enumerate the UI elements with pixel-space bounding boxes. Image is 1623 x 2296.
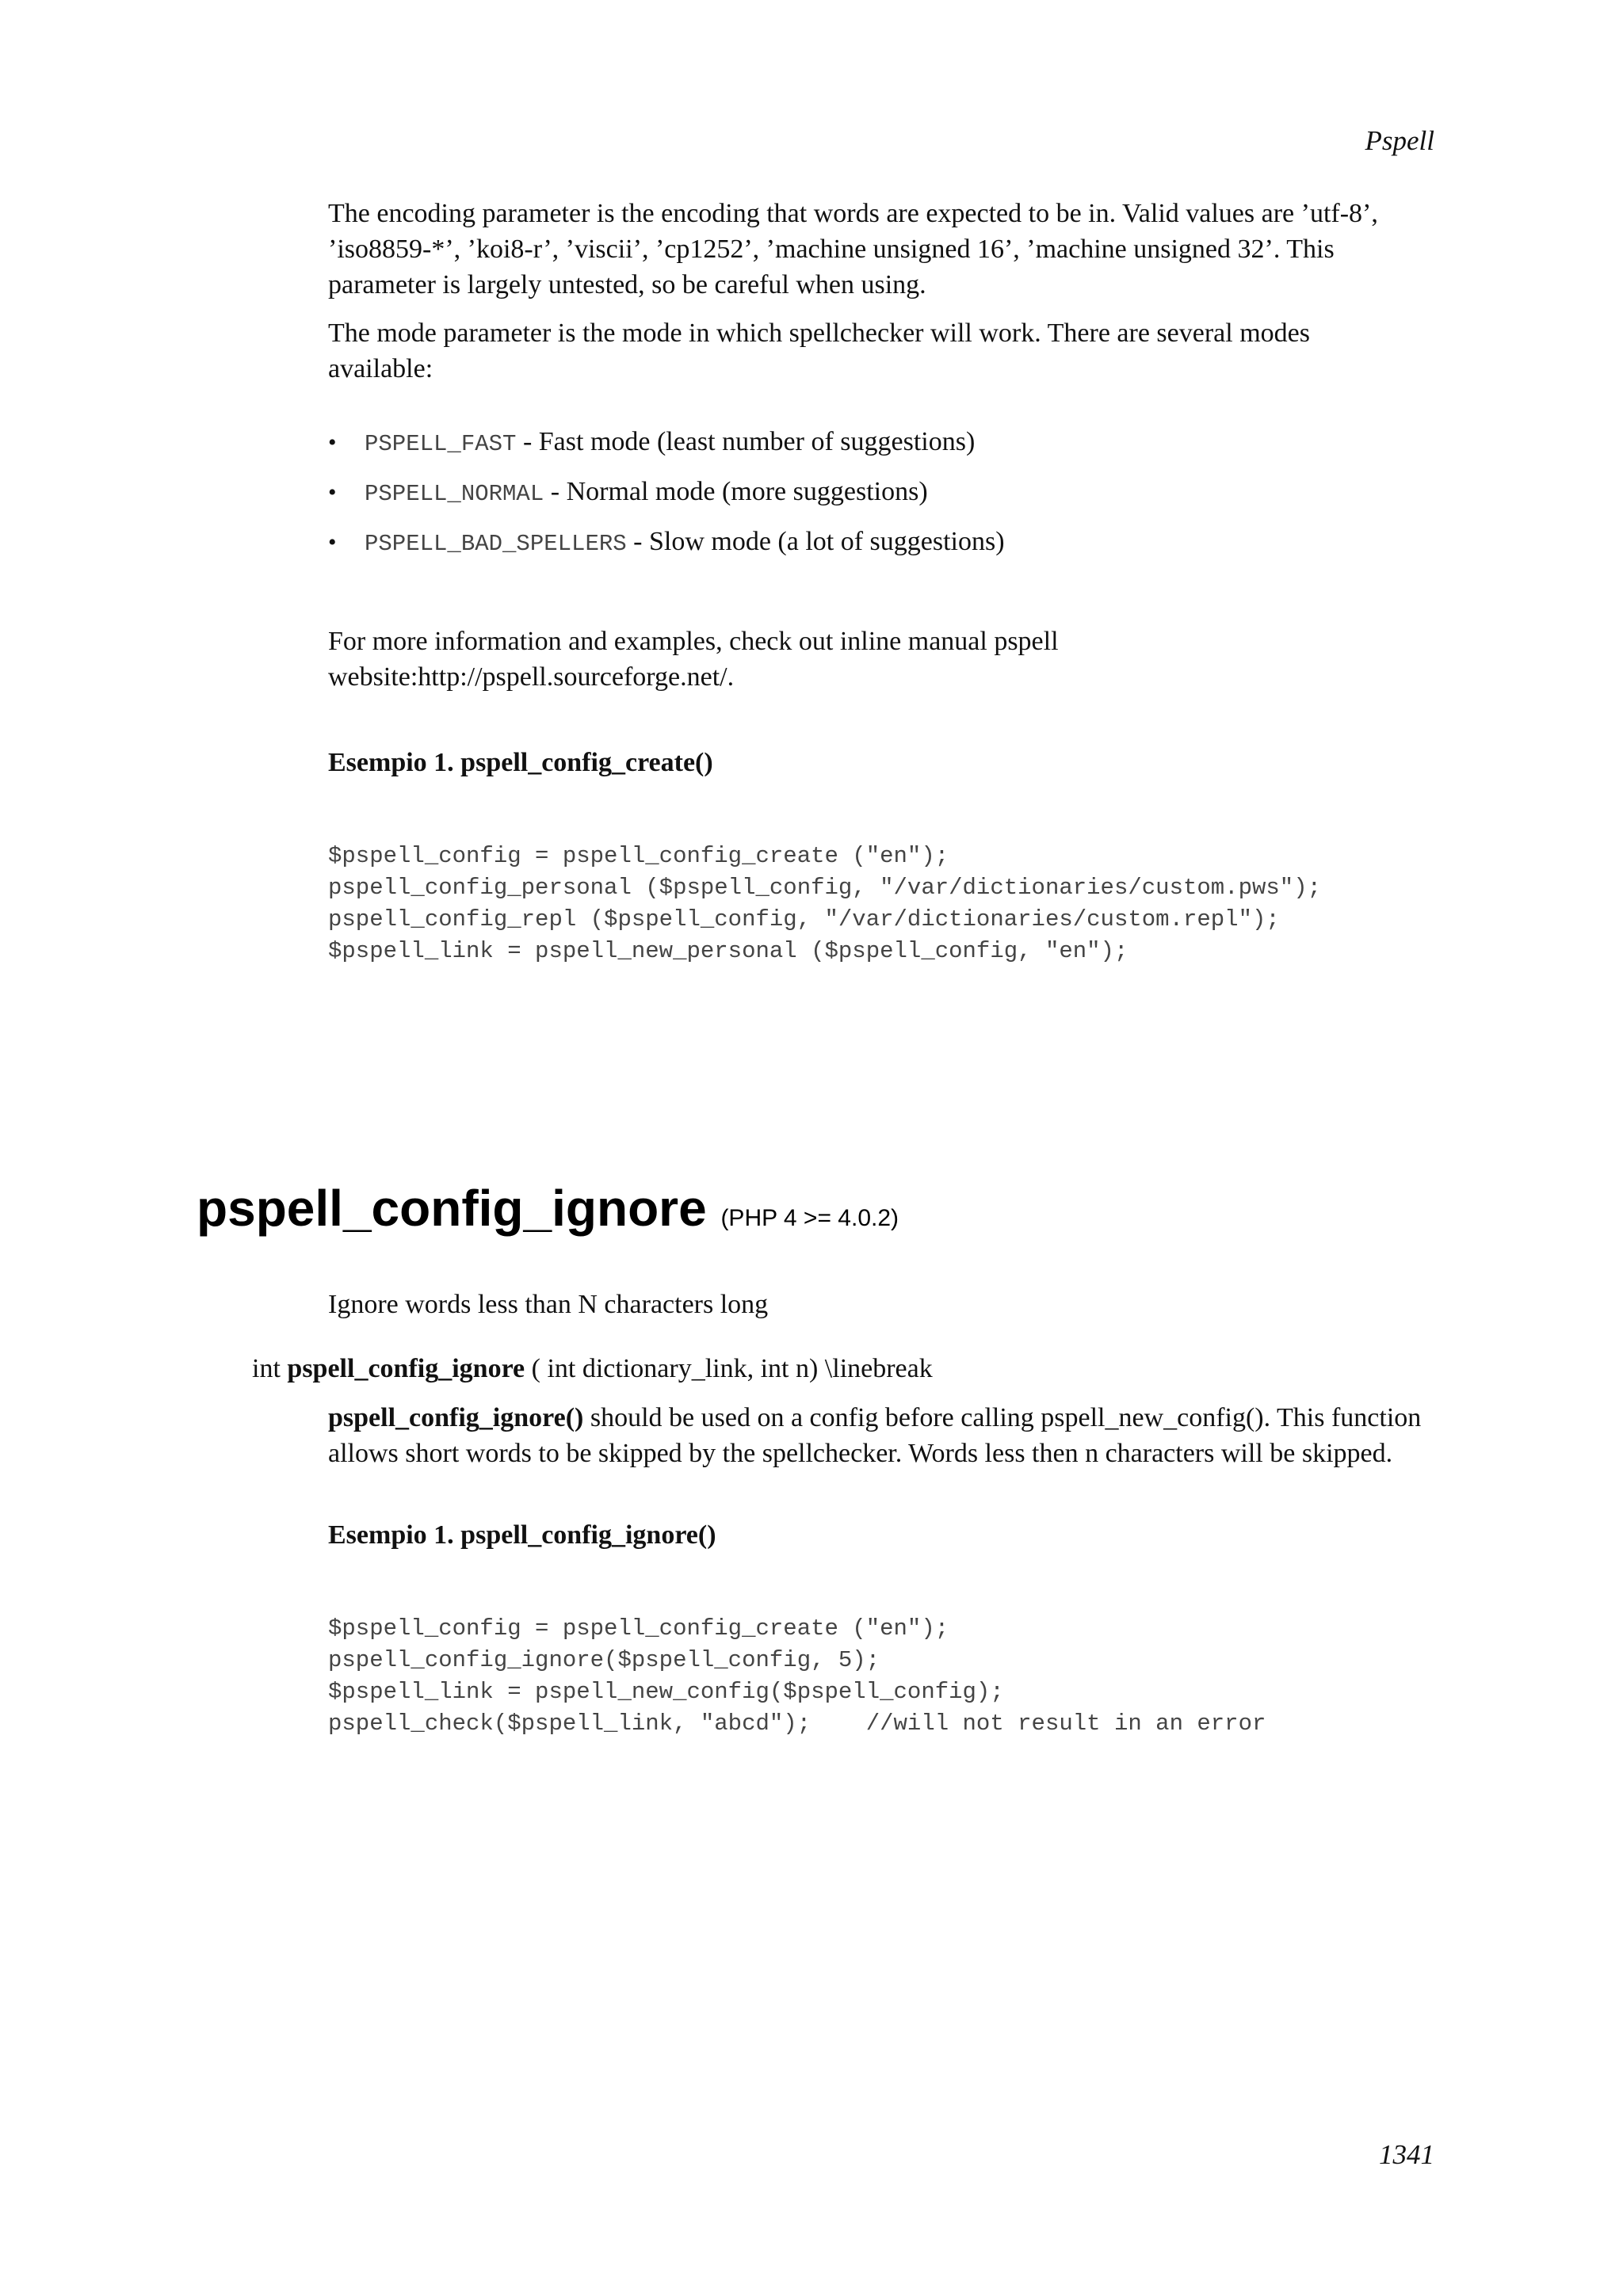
running-header: Pspell [1365,125,1434,156]
code-block [328,841,1321,967]
function-name: pspell_config_ignore [197,1180,707,1237]
example-title: Esempio 1. pspell_config_create() [328,748,713,777]
list-item [328,424,1005,474]
bullet-icon: • [328,529,337,555]
bullet-icon: • [328,479,337,505]
page-number: 1341 [1379,2139,1434,2170]
mode-line-1: The mode parameter is the mode in which spellchecker will work. There are several modes [328,318,1310,348]
return-type: int [252,1354,288,1383]
mode-line-2: available: [328,354,433,383]
list-item [328,524,1005,574]
section-heading [197,1177,899,1250]
bullet-icon: • [328,429,337,456]
function-description [328,1400,1453,1471]
code-block [328,1613,1266,1740]
code-line: $pspell_link = pspell_new_config($pspell_config); [328,1679,1004,1705]
more-info-link: website:http://pspell.sourceforge.net/. [328,662,735,692]
synopsis-function-name: pspell_config_ignore [287,1354,525,1383]
php-version: (PHP 4 >= 4.0.2) [720,1205,899,1231]
code-line: pspell_config_personal ($pspell_config, "/var/dictionaries/custom.pws"); [328,875,1322,901]
encoding-line-1: The encoding parameter is the encoding that words are expected to be in. Valid values are ’utf-8’, [328,199,1378,228]
example-title: Esempio 1. pspell_config_ignore() [328,1520,716,1550]
code-line: $pspell_link = pspell_new_personal ($pspell_config, "en"); [328,938,1128,964]
mode-constant: PSPELL_FAST [365,431,517,457]
description-line-2: allows short words to be skipped by the spellchecker. Words less then n characters will be skipped. [328,1439,1393,1468]
list-item [328,474,1005,524]
mode-list [328,424,1005,574]
mode-description: - Fast mode (least number of suggestions) [516,427,976,456]
mode-description: - Slow mode (a lot of suggestions) [626,527,1005,556]
description-line-1: should be used on a config before calling pspell_new_config(). This function [583,1403,1422,1432]
function-reference: pspell_config_ignore() [328,1403,584,1432]
more-info-paragraph [328,624,1438,695]
mode-constant: PSPELL_BAD_SPELLERS [365,531,627,557]
encoding-line-2: ’iso8859-*’, ’koi8-r’, ’viscii’, ’cp1252’, ’machine unsigned 16’, ’machine unsigned 32’. This [328,235,1335,264]
encoding-paragraph [328,196,1438,303]
function-synopsis [252,1351,933,1386]
code-line: pspell_check($pspell_link, "abcd"); //will not result in an error [328,1711,1266,1737]
mode-constant: PSPELL_NORMAL [365,481,544,507]
encoding-line-3: parameter is largely untested, so be careful when using. [328,270,926,299]
function-purpose: Ignore words less than N characters long [328,1290,769,1319]
code-line: $pspell_config = pspell_config_create ("en"); [328,843,949,869]
synopsis-params: ( int dictionary_link, int n) \linebreak [525,1354,933,1383]
code-line: pspell_config_ignore($pspell_config, 5); [328,1647,880,1673]
more-info-line-1: For more information and examples, check out inline manual pspell [328,627,1059,656]
mode-paragraph [328,315,1438,387]
code-line: $pspell_config = pspell_config_create ("en"); [328,1615,949,1642]
code-line: pspell_config_repl ($pspell_config, "/var/dictionaries/custom.repl"); [328,906,1280,933]
mode-description: - Normal mode (more suggestions) [544,477,928,506]
